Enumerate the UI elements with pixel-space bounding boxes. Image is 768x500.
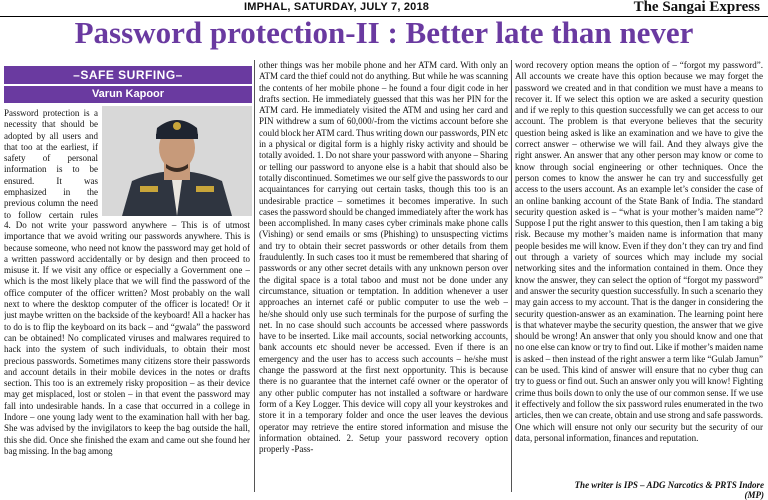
- column-2: [259, 60, 508, 492]
- author-signature: The writer is IPS – ADG Narcotics & PRTS Indore (MP): [574, 480, 764, 500]
- masthead: The Sangai Express: [633, 0, 760, 15]
- author-byline: Varun Kapoor: [4, 86, 252, 103]
- author-photo: [102, 106, 252, 216]
- column-divider: [254, 60, 255, 492]
- body-paragraph: other things was her mobile phone and her ATM card. With only an ATM card the thief could not do anything. But while he was scanning the contents of her mobile phone – he found a four digit code in her drafts section. He immediately guessed that this was her PIN for the ATM card. He immediately visited the ATM and using her card and PIN withdrew a sum of 60,000/-from the victims account before she could block her ATM card. Thus writing down our passwords, PIN etc in a physical or digital form is a highly risky activity and should be totally avoided. 1. Do not share your password with anyone – Sharing or telling our password to anyone else is a habit that should also be totally discontinued. Sometimes we our self give the passwords to our acquaintances for carrying out certain tasks, though this too is an undesirable practice – sometimes it becomes imperative. In such cases the password should be changed immediately after the work has been accomplished. In many cases cyber criminals make phone calls (Vishing) or send emails or sms (Phishing) to unsuspecting victims and try to obtain their secret passwords or other details from them fraudulently. In such cases too it must be remembered that sharing of passwords or any other secret details with any unknown person over the digital space is a total taboo and must not be done under any circumstance, situation or temptation. In addition whenever a user approaches an internet café or public computer to use the web – he/she should only use such terminals for the purpose of surfing the net. In no case should such accounts be accessed where passwords have to be inserted. Like mail accounts, social networking accounts, bank accounts etc should never be accessed. Even if there is an emergency and the user has to access such accounts – he/she must change the password at the first next opportunity. This is because there is no guarantee that the internet café owner or the operator of any other public computer has not installed a software or hardware form of a Key Logger. This device will copy all your keystrokes and store it in a temporary folder and once the user leaves the devious operator may retrieve the entire stored information and misuse the information obtained. 2. Setup your password recovery option properly -Pass-: [259, 60, 508, 455]
- section-banner: –SAFE SURFING–: [4, 66, 252, 84]
- author-photo-illustration: [102, 106, 252, 216]
- column-divider: [511, 60, 512, 492]
- column-1-intro: [4, 108, 98, 221]
- body-paragraph: 4. Do not write your password anywhere – This is of utmost importance that we avoid writing our passwords anywhere. This is because someone, who need not know the password may get hold of a written password accidentally or by design and then proceed to misuse it. If we visit any office or especially a Government one – which is the most likely place that we will find the password of the office computer of the officer written? Most probably on the wall next to where the desktop computer of the officer is located! Or it just maybe written on the backside of the keyboard! All a hacker has to do is to flip the keyboard on its back – and “gwala” the password can be obtained! No complicated viruses and malwares required to hack into the system of such individuals, to obtain their most precious passwords. Sometimes many citizens store their passwords and account details in their mobile devices in the notes or drafts section. This too is an extremely risky proposition – as their device may get misplaced, lost or stolen – in that event the password may fall into undesirable hands. In a case that occurred in a college in Indore – one young lady went to the examination hall with her bag. She was advised by the invigilators to keep the bag outside the hall, this she did. Once she finished the exam and came out she found her bag missing. In the bag among: [4, 220, 250, 456]
- intro-paragraph: Password protection is a necessity that should be adopted by all users and that too at the earliest, if safety of personal information is to be ensured. It was emphasized in the previous column the need to follow certain rules: [4, 108, 98, 220]
- headline: Password protection-II : Better late than never: [74, 15, 694, 50]
- column-1-body: [4, 220, 250, 492]
- column-3: [515, 60, 763, 480]
- dateline: IMPHAL, SATURDAY, JULY 7, 2018: [244, 1, 430, 13]
- body-paragraph: word recovery option means the option of – “forgot my password”. All accounts we create have this option because we may forget the password we created and in that condition we must have a means to recover it. If we select this option we are asked a security question and if we reply to this question successfully we can get access to our account. The problem is that everyone believes that the security question being asked is like an examination and we have to give the correct answer – otherwise we will fail. And they always give the right answer. An answer that any other person may know or come to know through social engineering or other techniques. Once the person comes to know the answer he can try and successfully get access to the users account. As an example let’s consider the case of an online banking account of the State Bank of India. The standard security question asked is – “what is your mother’s maiden name”? Suppose I put the right answer to this question, then I am taking a big risk. Because my mother’s maiden name is information that many people besides me will know. Even if they don’t they can try and find out through a variety of sources which may include my social networking sites and the information contained in them. Once they know the answer, they can select the option of “forgot my password” and answer the security question successfully. In such a scenario they may gain access to my account. That is the danger in considering the security question-answer as an examination. The learning point here is that whatever maybe the security question, the answer that we give should be wrong! An answer that only you should know and one that no one else can know or try to find out. Like if mother’s maiden name is asked – then instead of the right answer a term like “Gulab Jamun” can be used. This kind of answer will ensure that no cyber thug can try to guess or find out. Such an answer only you will know! Fighting crime thus boils down to only the use of our common sense. If we use it effectively and follow the six password rules enumerated in the two articles, then we can create, obtain and use strong and safe passwords. One which will ensure not only our security but the security of our data, personal information, finances and reputation.: [515, 60, 763, 443]
